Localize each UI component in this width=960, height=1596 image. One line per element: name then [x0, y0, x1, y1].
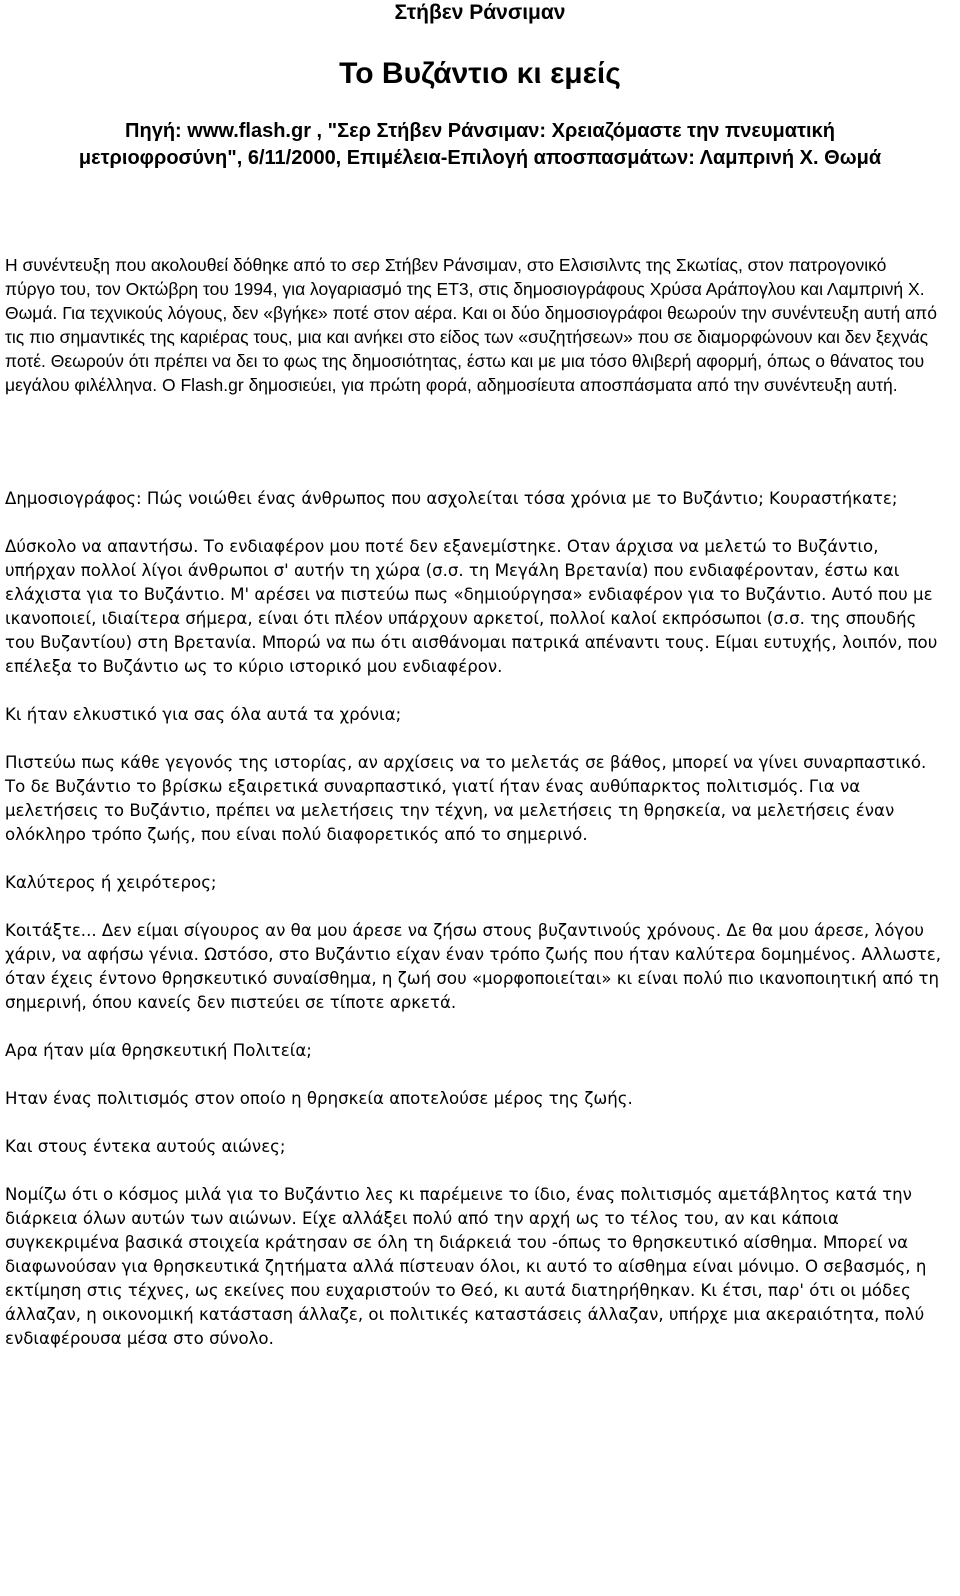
intro-paragraph: [5, 253, 940, 397]
interview-answer: Νομίζω ότι ο κόσμος μιλά για το Βυζάντιο λες κι παρέμεινε το ίδιο, ένας πολιτισμός αμετάβλητος κατά την διάρκεια όλων αυτών των αιώνων. Είχε αλλάξει πολύ από την αρχή ως το τέλος του, αν και κάποια συγκεκριμένα βασικά στοιχεία κράτησαν σε όλη τη διάρκειά του -όπως το θρησκευτικό αίσθημα. Μπορεί να διαφωνούσαν για θρησκευτικά ζητήματα αλλά πίστευαν όλοι, κι αυτό το αίσθημα είναι μόνιμο. Ο σεβασμός, η εκτίμηση στις τέχνες, ως εκείνες που ευχαριστούν το Θεό, κι αυτά διατηρήθηκαν. Κι έτσι, παρ' ότι οι μόδες άλλαζαν, η οικονομική κατάσταση άλλαζε, οι πολιτικές καταστάσεις άλλαζαν, υπήρχε μια ακεραιότητα, πολύ ενδιαφέρουσα μέσα στο σύνολο.: [5, 1185, 927, 1348]
intro-text-part-1: Η συνέντευξη που ακολουθεί δόθηκε από το σερ Στήβεν Ράνσιμαν, στο Ελσισιλντς της Σκωτίας, στον πατρογονικό πύργο του, τον Οκτώβρη του 1994, για λογαριασμό της ΕΤ3, στις δημοσιογράφους Χρύσα Αράπογλου και Λαμπρινή Χ. Θωμά.: [5, 255, 925, 323]
interview-question: Καλύτερος ή χειρότερος;: [5, 873, 217, 892]
intro-text-part-2: Για τεχνικούς λόγους, δεν «βγήκε» ποτέ στον αέρα. Και οι δύο δημοσιογράφοι θεωρούν την συνέντευξη αυτή από τις πιο σημαντικές της καριέρας τους, μια και ανήκει στο είδος των «συζητήσεων» που σε διαμορφώνουν και δεν ξεχνάς ποτέ. Θεωρούν ότι πρέπει να δει το φως της δημοσιότητας, έστω και με μια τόσο θλιβερή αφορμή, όπως ο θάνατος του μεγάλου φιλέλληνα. Ο Flash.gr δημοσιεύει, για πρώτη φορά, αδημοσίευτα αποσπάσματα από την συνέντευξη αυτή.: [5, 303, 937, 395]
interview-answer: Πιστεύω πως κάθε γεγονός της ιστορίας, αν αρχίσεις να το μελετάς σε βάθος, μπορεί να γίνει συναρπαστικό. Το δε Βυζάντιο το βρίσκω εξαιρετικά συναρπαστικό, γιατί ήταν ένας αυθύπαρκτος πολιτισμός. Για να μελετήσεις το Βυζάντιο, πρέπει να μελετήσεις την τέχνη, να μελετήσεις τη θρησκεία, να μελετήσεις έναν ολόκληρο τρόπο ζωής, που είναι πολύ διαφορετικός από το σημερινό.: [5, 753, 927, 844]
source-citation: Πηγή: www.flash.gr , "Σερ Στήβεν Ράνσιμαν: Χρειαζόμαστε την πνευματική μετριοφροσύνη", 6/11/2000, Επιμέλεια-Επιλογή αποσπασμάτων: Λαμπρινή Χ. Θωμά: [78, 120, 882, 169]
page-title: Το Βυζάντιο κι εμείς: [339, 57, 621, 90]
interview-question: Δημοσιογράφος: Πώς νοιώθει ένας άνθρωπος που ασχολείται τόσα χρόνια με το Βυζάντιο; Κουραστήκατε;: [5, 489, 898, 508]
interview-question: Και στους έντεκα αυτούς αιώνες;: [5, 1137, 286, 1156]
interview-question: Κι ήταν ελκυστικό για σας όλα αυτά τα χρόνια;: [5, 705, 402, 724]
interview-answer: Κοιτάξτε... Δεν είμαι σίγουρος αν θα μου άρεσε να ζήσω στους βυζαντινούς χρόνους. Δε θα μου άρεσε, λόγου χάριν, να αφήσω γένια. Ωστόσο, στο Βυζάντιο είχαν έναν τρόπο ζωής που ήταν καλύτερα δομημένος. Αλλωστε, όταν έχεις έντονο θρησκευτικό συναίσθημα, η ζωή σου «μορφοποιείται» κι είναι πολύ πιο ικανοποιητική από τη σημερινή, όπου κανείς δεν πιστεύει σε τίποτε αρκετά.: [5, 921, 941, 1012]
interview-answer: Ηταν ένας πολιτισμός στον οποίο η θρησκεία αποτελούσε μέρος της ζωής.: [5, 1089, 633, 1108]
author-name: Στήβεν Ράνσιμαν: [394, 1, 566, 24]
interview-answer: Δύσκολο να απαντήσω. Το ενδιαφέρον μου ποτέ δεν εξανεμίστηκε. Οταν άρχισα να μελετώ το Βυζάντιο, υπήρχαν πολλοί λίγοι άνθρωποι σ' αυτήν τη χώρα (σ.σ. τη Μεγάλη Βρετανία) που ενδιαφέρονταν, έστω και ελάχιστα για το Βυζάντιο. Μ' αρέσει να πιστεύω πως «δημιούργησα» ενδιαφέρον για το Βυζάντιο. Αυτό που με ικανοποιεί, ιδιαίτερα σήμερα, είναι ότι πλέον υπάρχουν αρκετοί, πολλοί καλοί εκπρόσωποι (σ.σ. της σπουδής του Βυζαντίου) στη Βρετανία. Μπορώ να πω ότι αισθάνομαι πατρικά απέναντι τους. Είμαι ευτυχής, λοιπόν, που επέλεξα το Βυζάντιο ως το κύριο ιστορικό μου ενδιαφέρον.: [5, 537, 938, 676]
interview-question: Αρα ήταν μία θρησκευτική Πολιτεία;: [5, 1041, 312, 1060]
interview-body: [5, 487, 950, 1375]
